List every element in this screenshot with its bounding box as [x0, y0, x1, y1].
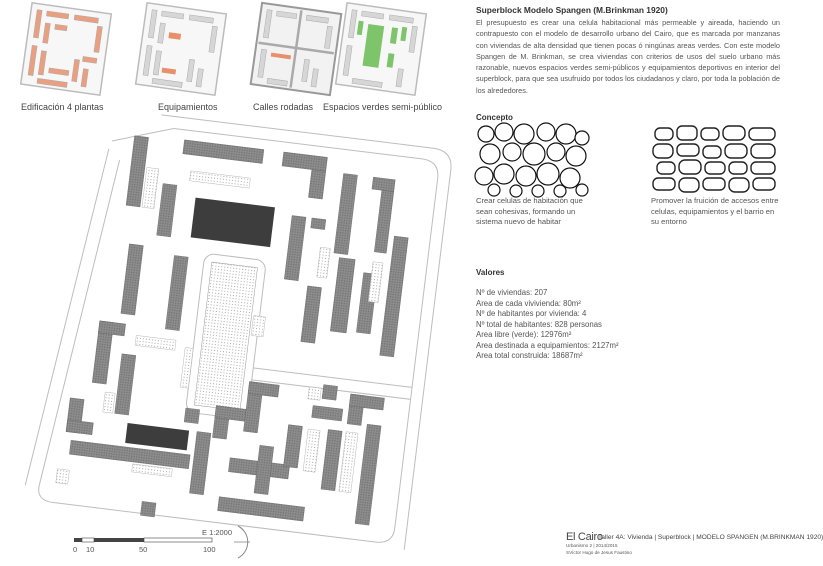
valores-item: Nº total de habitantes: 828 personas: [476, 319, 602, 329]
site-plan: [0, 118, 470, 540]
footer-author: SVíctor Hugo de Jesus Faustino: [566, 550, 632, 555]
north-arrow-icon: [230, 522, 270, 562]
concepto-access-diagram: [651, 124, 779, 194]
thumbnail-calles: [250, 4, 342, 94]
footer-course: Taller 4A: Vivienda | Superblock | MODELO SPANGEN (M.BRINKMAN 1920): [598, 534, 823, 541]
valores-item: Area total construida: 18687m²: [476, 351, 583, 360]
description: El presupuesto es crear una celula habitacional más permeable y aireada, haciendo un contrapuesto con el modelo de desarrollo urbano del Cairo, que es marcada por manzanas con viviendas de alta densidad que tienen pocas ó ningúnas areas verdes. Con este modelo Spangen de M. Brinkman, se crea viviendas con criterios de usos del suelo urbano más razonable, nuevos espacios verdes semi-públicos y equipamientos deportivos en interior del superblock, para que sea usufruido por todos los ciudadanos y claro, por toda la población de los alrededores.: [476, 18, 780, 95]
scale-tick: 50: [139, 545, 148, 554]
thumbnail-label: Edificación 4 plantas: [21, 102, 104, 112]
concepto-left-caption: Crear celulas de habitación que sean cohesivas, formando un sistema nuevo de habitar: [476, 196, 583, 226]
thumbnail-label: Espacios verdes semi-público: [323, 102, 443, 112]
thumbnail-label: Equipamientos: [158, 102, 218, 112]
valores-item: Area de cada vivivienda: 80m²: [476, 298, 581, 308]
thumbnail-edificacion: [20, 4, 112, 94]
scale-tick: 0: [73, 545, 78, 554]
thumbnail-equipamientos: [135, 4, 227, 94]
scale-label: E 1:2000: [202, 528, 233, 537]
scale-tick: 10: [86, 545, 95, 554]
footer-subtitle: Urbanismo 2 | 2014/2015: [566, 543, 618, 548]
concepto-cells-diagram: [476, 124, 588, 194]
valores-item: Area libre (verde): 12976m²: [476, 330, 572, 339]
thumbnail-label: Calles rodadas: [253, 102, 314, 112]
concepto-right-caption: Promover la fruición de accesos entre celulas, equipamientos y el barrio en su entorno: [651, 196, 779, 226]
scale-tick: 100: [203, 545, 216, 554]
concepto-title: Concepto: [476, 113, 513, 122]
valores-item: Area destinada a equipamientos: 2127m²: [476, 340, 619, 350]
thumbnail-verdes: [335, 4, 427, 94]
page-title: Superblock Modelo Spangen (M.Brinkman 1920): [476, 5, 668, 15]
valores-title: Valores: [476, 268, 505, 277]
valores-list: [476, 288, 619, 362]
footer-city: El Cairo: [566, 531, 603, 543]
valores-item: Nº de habitantes por vivienda: 4: [476, 309, 587, 318]
valores-item: Nº de viviendas: 207: [476, 288, 548, 297]
